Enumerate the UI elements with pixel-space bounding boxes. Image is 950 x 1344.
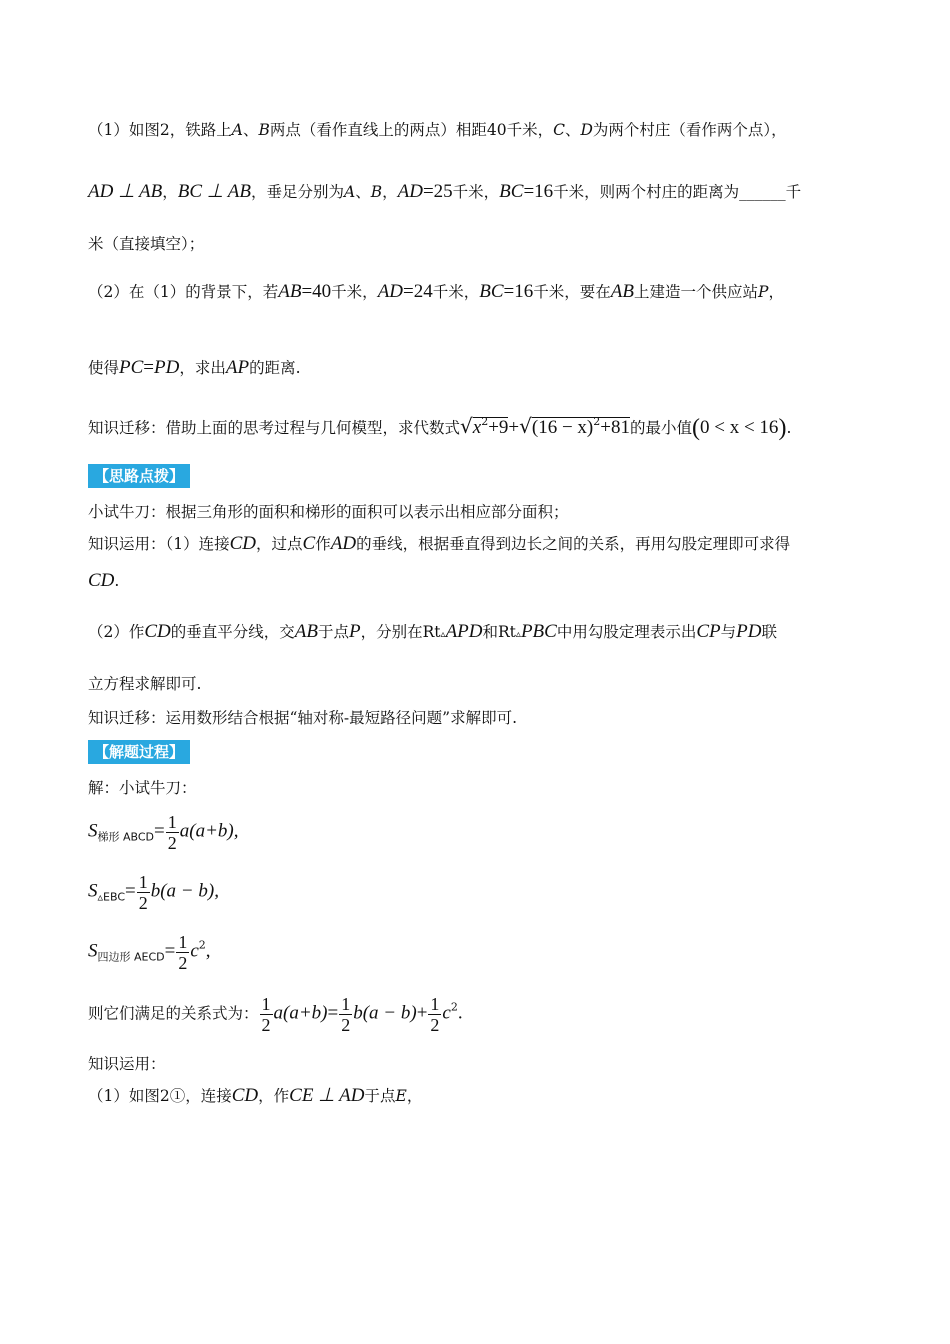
math-p: P: [349, 621, 361, 642]
math-bc: BC: [499, 181, 524, 202]
text: （1）如图2①，连接: [88, 1087, 232, 1105]
math-value: =24: [403, 281, 433, 302]
fraction-half: $\frac{1}{2}$: [138, 872, 148, 913]
point-p: P: [758, 283, 769, 301]
text: 、: [355, 183, 371, 201]
math-pd: PD: [736, 621, 762, 642]
text: ，垂足分别为: [250, 183, 344, 201]
question-1-line-1: [88, 118, 787, 140]
text: 千米，则两个村庄的距离为______千: [553, 183, 802, 201]
math-ab: AB: [278, 281, 302, 302]
solution-intro: 解：小试牛刀：: [88, 779, 197, 797]
math-ab: AB: [610, 281, 634, 302]
text: .: [786, 419, 792, 437]
text: ，过点: [256, 535, 303, 553]
fraction-half: $\frac{1}{2}$: [430, 994, 440, 1035]
point-b: B: [258, 121, 270, 139]
text: 与: [720, 623, 737, 641]
math-cd: CD: [229, 533, 257, 554]
hint-line-4: 知识迁移：运用数形结合根据“轴对称-最短路径问题”求解即可.: [88, 709, 518, 727]
math-bc-perp-ab: BC ⊥ AB: [177, 181, 251, 202]
text: 上建造一个供应站: [633, 283, 758, 301]
hint-line-3: [88, 620, 777, 643]
text: ，分别在Rt: [360, 623, 441, 641]
text: ，: [406, 1087, 423, 1105]
math-ad-perp-ab: AD ⊥ AB: [88, 181, 163, 202]
text: （1）如图2，铁路上: [88, 121, 232, 139]
text: （2）在（1）的背景下，若: [88, 283, 279, 301]
question-2-line-1: [88, 280, 784, 303]
text: 为两个村庄（看作两个点），: [592, 121, 787, 139]
radical-sign: √: [519, 414, 532, 438]
math-apd: APD: [445, 621, 483, 642]
text: 的最小值: [629, 419, 692, 437]
text: 则它们满足的关系式为：: [88, 1004, 259, 1023]
knowledge-apply-label: 知识运用：: [88, 1055, 166, 1073]
text: ，求出: [179, 359, 226, 377]
text: ，: [162, 183, 178, 201]
text: 、: [242, 121, 259, 139]
point-a: A: [231, 121, 243, 139]
fraction-half: $\frac{1}{2}$: [341, 994, 351, 1035]
text: 两点（看作直线上的两点）相距40千米，: [269, 121, 554, 139]
text: 联: [761, 623, 777, 641]
hint-line-2b: CD.: [88, 570, 120, 591]
equation-relationship: 则它们满足的关系式为： $\frac{1}{2}$ a(a+b)= $\frac{1}{2}$ b(a − b)+ $\frac{1}{2}$ $c^2$.: [88, 994, 463, 1035]
text: 千米，: [452, 183, 500, 201]
math-eq: =: [143, 357, 155, 378]
text: 于点: [364, 1087, 396, 1105]
math-pd: PD: [154, 357, 180, 378]
triangle-icon: ▵: [515, 629, 521, 640]
text: 、: [564, 121, 581, 139]
text: 千米，要在: [533, 283, 611, 301]
math-value: =40: [301, 281, 332, 302]
triangle-icon: ▵: [440, 629, 446, 640]
text: 作: [315, 535, 331, 553]
section-badge-solution: 【解题过程】: [88, 740, 190, 764]
hint-line-2: [88, 532, 790, 555]
text: 的垂线，根据垂直得到边长之间的关系，再用勾股定理即可求得: [356, 535, 791, 553]
question-2-line-2: [88, 356, 301, 379]
math-bc: BC: [479, 281, 504, 302]
math-ce-perp-ad: CE ⊥ AD: [289, 1085, 365, 1106]
math-cp: CP: [696, 621, 721, 642]
text: 知识迁移：借助上面的思考过程与几何模型，求代数式: [88, 419, 461, 437]
equation-quadrilateral-area: $S_{四边形 AECD}=$ $\frac{1}{2}$ $c^2$,: [88, 932, 211, 973]
fraction-half: $\frac{1}{2}$: [178, 932, 188, 973]
knowledge-transfer-question: 知识迁移：借助上面的思考过程与几何模型，求代数式$√x^2+9+√(16 - x)^2+81$的最小值(0 < x < 16).: [88, 414, 792, 441]
fraction-half: $\frac{1}{2}$: [167, 812, 177, 853]
math-ab: AB: [294, 621, 319, 642]
math-value: =16: [503, 281, 534, 302]
question-1-line-3: 米（直接填空）；: [88, 235, 205, 253]
text: 使得: [88, 359, 120, 377]
fraction-half: $\frac{1}{2}$: [261, 994, 271, 1035]
text: 和Rt: [482, 623, 516, 641]
question-1-line-2: [88, 180, 801, 203]
equation-triangle-area: $S_{▵EBC}=$ $\frac{1}{2}$ b(a − b),: [88, 872, 219, 913]
math-value: =25: [422, 181, 453, 202]
text: 中用勾股定理表示出: [556, 623, 697, 641]
text: ，: [382, 183, 398, 201]
section-badge-hint: 【思路点拨】: [88, 464, 190, 488]
hint-line-1: 小试牛刀：根据三角形的面积和梯形的面积可以表示出相应部分面积；: [88, 503, 569, 521]
text: 的垂直平分线，交: [170, 623, 295, 641]
point-a: A: [343, 183, 356, 201]
radicand-1: $x^2+9$: [472, 415, 509, 438]
condition: 0 < x < 16: [700, 417, 779, 438]
point-e: E: [395, 1087, 407, 1105]
math-ad: AD: [377, 281, 404, 302]
text: 知识运用：（1）连接: [88, 535, 230, 553]
text: 于点: [318, 623, 350, 641]
text: 千米，: [331, 283, 378, 301]
math-pc: PC: [119, 357, 144, 378]
radicand-2: $(16 - x)^2+81$: [531, 415, 630, 438]
radical-sign: √: [460, 414, 473, 438]
text: （2）作: [88, 623, 145, 641]
math-cd: CD: [231, 1085, 259, 1106]
math-ap: AP: [225, 357, 250, 378]
math-cd: CD: [144, 621, 171, 642]
point-b: B: [370, 183, 383, 201]
math-value: =16: [523, 181, 554, 202]
point-c: C: [553, 121, 565, 139]
math-c: C: [302, 533, 316, 554]
math-ad: AD: [330, 533, 357, 554]
solution-step-1: [88, 1084, 422, 1107]
text: ，: [768, 283, 784, 301]
plus: +: [508, 417, 520, 438]
equation-trapezoid-area: $S_{梯形 ABCD}=$ $\frac{1}{2}$ a(a+b),: [88, 812, 239, 853]
math-cd: CD: [88, 570, 115, 591]
text: 的距离.: [249, 359, 301, 377]
math-ad: AD: [397, 181, 423, 202]
point-d: D: [580, 121, 593, 139]
hint-line-3b: 立方程求解即可.: [88, 675, 202, 693]
text: 千米，: [432, 283, 480, 301]
text: ，作: [258, 1087, 290, 1105]
math-pbc: PBC: [520, 621, 557, 642]
